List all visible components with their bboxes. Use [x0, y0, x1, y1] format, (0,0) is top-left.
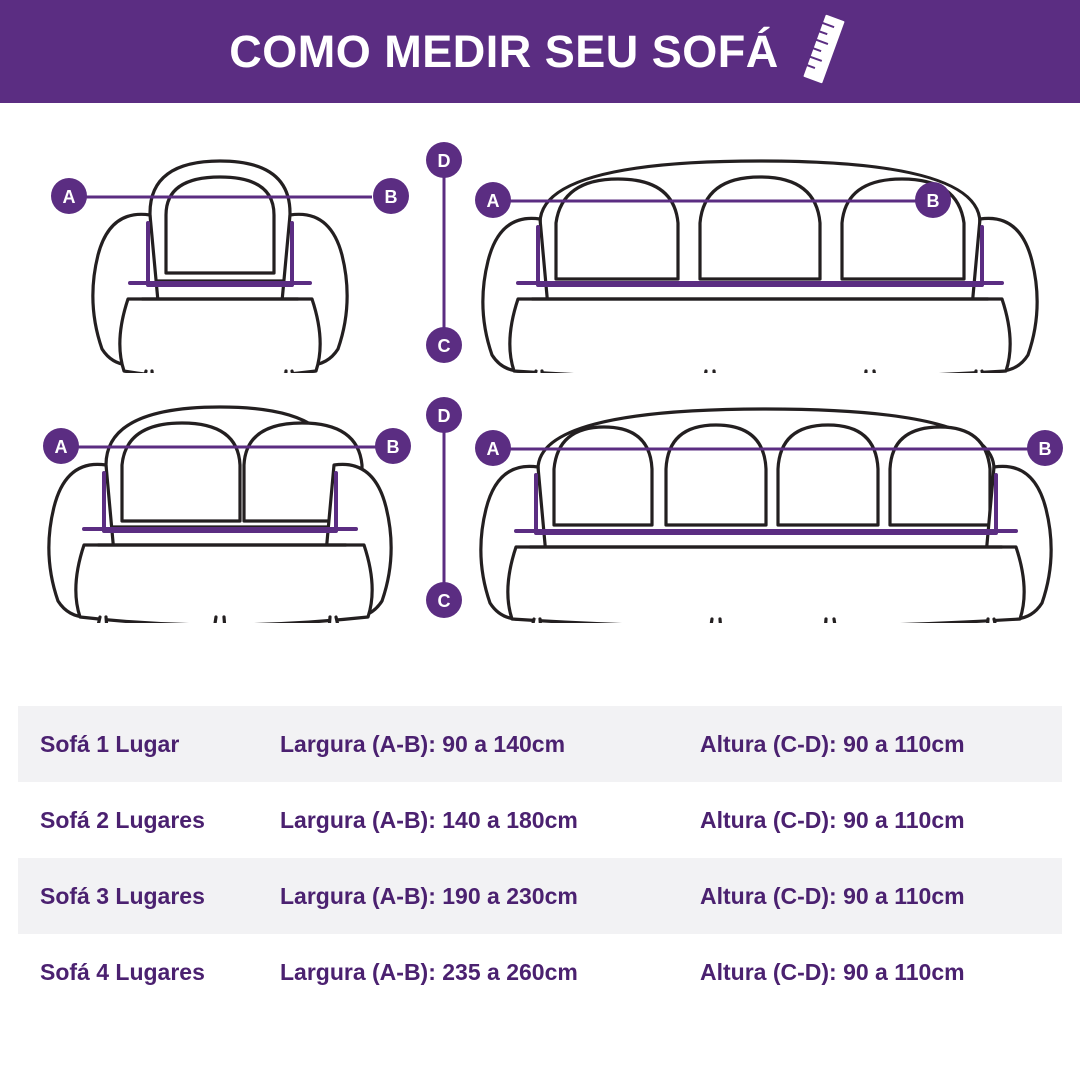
row-sofa-name: Sofá 2 Lugares — [40, 806, 205, 833]
row-sofa-width: Largura (A-B): 235 a 260cm — [280, 958, 578, 985]
row-sofa-height: Altura (C-D): 90 a 110cm — [700, 806, 965, 833]
diagram-area — [0, 103, 1080, 683]
row-sofa-height: Altura (C-D): 90 a 110cm — [700, 730, 965, 757]
label-b-text: B — [386, 437, 400, 457]
label-d-text: D — [437, 406, 451, 426]
label-c-text: C — [437, 336, 451, 356]
width-arrow-2 — [498, 195, 918, 207]
width-arrow-3 — [66, 441, 380, 453]
table-row — [18, 706, 1062, 782]
height-axis-top — [420, 138, 468, 373]
page-title: COMO MEDIR SEU SOFÁ — [229, 26, 779, 77]
label-b-badge-1 — [368, 173, 414, 219]
table-row — [18, 858, 1062, 934]
label-b-text: B — [1038, 439, 1052, 459]
sofa-diagram-2-seats — [30, 373, 410, 623]
label-a-text: A — [62, 187, 76, 207]
width-arrow-1 — [74, 191, 374, 203]
row-sofa-width: Largura (A-B): 140 a 180cm — [280, 806, 578, 833]
width-arrow-4 — [498, 443, 1032, 455]
sofa-diagram-1-seat — [30, 123, 410, 373]
label-b-text: B — [384, 187, 398, 207]
table-row — [18, 934, 1062, 1010]
row-sofa-width: Largura (A-B): 190 a 230cm — [280, 882, 578, 909]
row-sofa-name: Sofá 4 Lugares — [40, 958, 205, 985]
ruler-icon — [797, 13, 851, 90]
label-a-text: A — [54, 437, 68, 457]
row-sofa-height: Altura (C-D): 90 a 110cm — [700, 882, 965, 909]
table-row — [18, 782, 1062, 858]
label-b-text: B — [926, 191, 940, 211]
row-sofa-height: Altura (C-D): 90 a 110cm — [700, 958, 965, 985]
header-banner — [0, 0, 1080, 103]
label-c-text: C — [437, 591, 451, 611]
row-sofa-name: Sofá 3 Lugares — [40, 882, 205, 909]
sofa-diagram-3-seats — [470, 123, 1050, 373]
row-sofa-name: Sofá 1 Lugar — [40, 730, 180, 757]
measurements-table — [18, 706, 1062, 1010]
label-d-text: D — [437, 151, 451, 171]
height-axis-bottom — [420, 393, 468, 628]
sofa-diagram-4-seats — [470, 373, 1060, 623]
label-a-text: A — [486, 191, 500, 211]
row-sofa-width: Largura (A-B): 90 a 140cm — [280, 730, 566, 757]
label-a-text: A — [486, 439, 500, 459]
